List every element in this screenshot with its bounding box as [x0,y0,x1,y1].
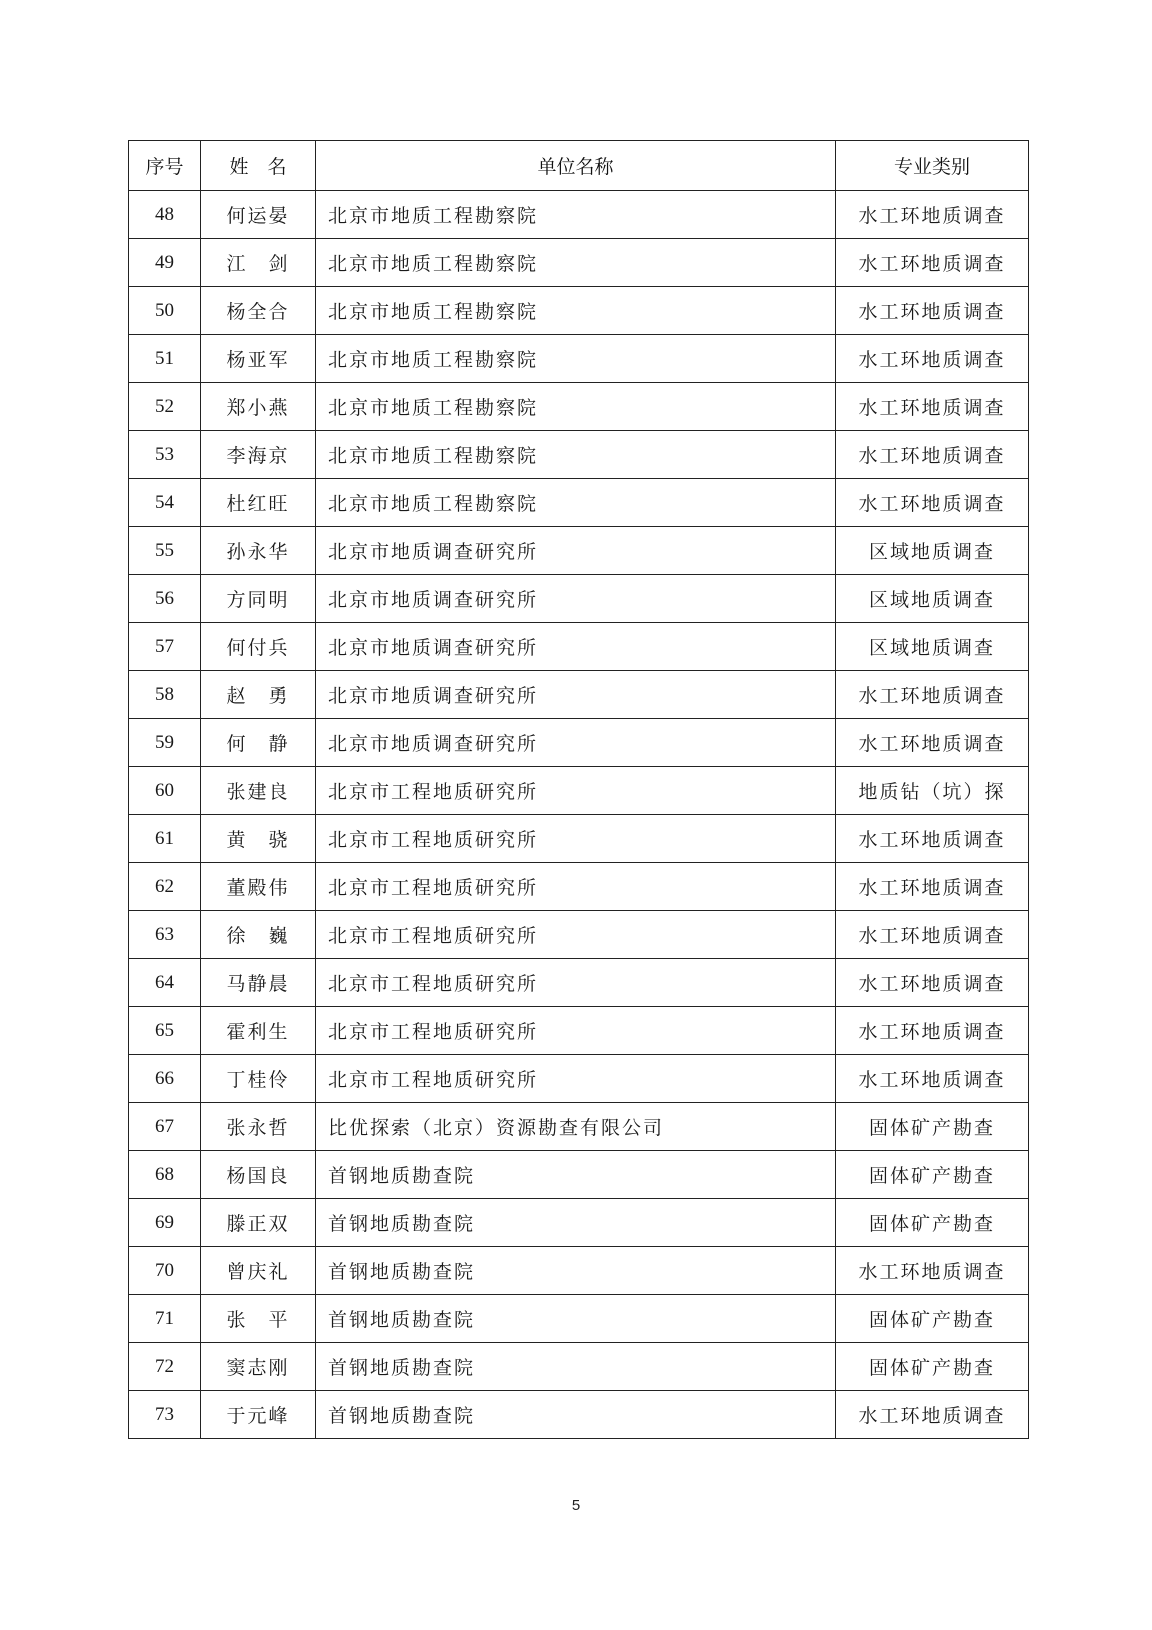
row-unit-name: 北京市工程地质研究所 [316,1055,836,1103]
row-unit-name: 北京市地质调查研究所 [316,527,836,575]
row-person-name: 杨国良 [201,1151,316,1199]
table-row [129,479,1029,527]
page-number: 5 [571,1497,581,1514]
row-person-name: 何付兵 [201,623,316,671]
row-serial-number: 57 [129,623,201,671]
row-unit-name: 首钢地质勘查院 [316,1391,836,1439]
row-person-name: 赵 勇 [201,671,316,719]
row-serial-number: 50 [129,287,201,335]
row-unit-name: 北京市地质工程勘察院 [316,287,836,335]
row-category: 水工环地质调查 [836,863,1029,911]
row-serial-number: 54 [129,479,201,527]
row-category: 水工环地质调查 [836,815,1029,863]
row-unit-name: 北京市工程地质研究所 [316,815,836,863]
row-person-name: 徐 巍 [201,911,316,959]
table-row [129,575,1029,623]
row-serial-number: 72 [129,1343,201,1391]
row-person-name: 杜红旺 [201,479,316,527]
row-person-name: 马静晨 [201,959,316,1007]
header-category: 专业类别 [836,141,1029,191]
header-serial-number: 序号 [129,141,201,191]
table-row [129,1343,1029,1391]
row-category: 水工环地质调查 [836,335,1029,383]
row-category: 水工环地质调查 [836,287,1029,335]
row-category: 水工环地质调查 [836,431,1029,479]
row-person-name: 董殿伟 [201,863,316,911]
table-row [129,1007,1029,1055]
row-unit-name: 北京市地质调查研究所 [316,623,836,671]
row-unit-name: 比优探索（北京）资源勘查有限公司 [316,1103,836,1151]
table-row [129,287,1029,335]
row-person-name: 张永哲 [201,1103,316,1151]
row-category: 地质钻（坑）探 [836,767,1029,815]
row-person-name: 张建良 [201,767,316,815]
row-person-name: 杨亚军 [201,335,316,383]
row-category: 固体矿产勘查 [836,1343,1029,1391]
table-body [129,191,1029,1439]
table-row [129,767,1029,815]
row-person-name: 黄 骁 [201,815,316,863]
header-name: 姓 名 [201,141,316,191]
row-category: 固体矿产勘查 [836,1199,1029,1247]
row-category: 水工环地质调查 [836,911,1029,959]
row-unit-name: 北京市地质调查研究所 [316,671,836,719]
row-category: 固体矿产勘查 [836,1151,1029,1199]
personnel-table [128,140,1029,1439]
row-serial-number: 51 [129,335,201,383]
row-person-name: 何运晏 [201,191,316,239]
row-person-name: 丁桂伶 [201,1055,316,1103]
row-person-name: 李海京 [201,431,316,479]
row-category: 水工环地质调查 [836,191,1029,239]
row-serial-number: 60 [129,767,201,815]
table-row [129,1199,1029,1247]
row-category: 区域地质调查 [836,575,1029,623]
row-unit-name: 首钢地质勘查院 [316,1151,836,1199]
row-category: 水工环地质调查 [836,959,1029,1007]
table-row [129,383,1029,431]
row-unit-name: 北京市地质调查研究所 [316,719,836,767]
row-category: 水工环地质调查 [836,671,1029,719]
table-row [129,335,1029,383]
row-serial-number: 49 [129,239,201,287]
row-serial-number: 69 [129,1199,201,1247]
table-row [129,623,1029,671]
row-person-name: 杨全合 [201,287,316,335]
row-unit-name: 北京市地质工程勘察院 [316,479,836,527]
row-unit-name: 首钢地质勘查院 [316,1247,836,1295]
header-unit-name: 单位名称 [316,141,836,191]
row-unit-name: 北京市地质工程勘察院 [316,191,836,239]
row-serial-number: 62 [129,863,201,911]
row-serial-number: 63 [129,911,201,959]
row-unit-name: 北京市工程地质研究所 [316,959,836,1007]
table-row [129,863,1029,911]
table-row [129,1247,1029,1295]
row-serial-number: 53 [129,431,201,479]
row-person-name: 窦志刚 [201,1343,316,1391]
row-person-name: 孙永华 [201,527,316,575]
table-row [129,1103,1029,1151]
row-person-name: 霍利生 [201,1007,316,1055]
table-header-row [129,141,1029,191]
table-row [129,191,1029,239]
row-category: 水工环地质调查 [836,1055,1029,1103]
row-unit-name: 首钢地质勘查院 [316,1343,836,1391]
row-category: 固体矿产勘查 [836,1295,1029,1343]
row-person-name: 郑小燕 [201,383,316,431]
row-category: 区域地质调查 [836,623,1029,671]
row-serial-number: 68 [129,1151,201,1199]
row-unit-name: 北京市地质工程勘察院 [316,335,836,383]
row-serial-number: 71 [129,1295,201,1343]
row-serial-number: 48 [129,191,201,239]
row-category: 水工环地质调查 [836,383,1029,431]
row-serial-number: 66 [129,1055,201,1103]
table-row [129,1151,1029,1199]
row-serial-number: 61 [129,815,201,863]
row-person-name: 滕正双 [201,1199,316,1247]
table-row [129,239,1029,287]
table-row [129,1295,1029,1343]
row-unit-name: 北京市工程地质研究所 [316,863,836,911]
table-row [129,815,1029,863]
row-category: 固体矿产勘查 [836,1103,1029,1151]
row-serial-number: 65 [129,1007,201,1055]
row-unit-name: 首钢地质勘查院 [316,1295,836,1343]
table-row [129,959,1029,1007]
row-category: 水工环地质调查 [836,719,1029,767]
table-row [129,527,1029,575]
row-unit-name: 北京市工程地质研究所 [316,911,836,959]
row-category: 水工环地质调查 [836,1247,1029,1295]
row-category: 区域地质调查 [836,527,1029,575]
row-serial-number: 56 [129,575,201,623]
row-serial-number: 59 [129,719,201,767]
row-serial-number: 70 [129,1247,201,1295]
row-unit-name: 北京市地质工程勘察院 [316,383,836,431]
row-serial-number: 58 [129,671,201,719]
table-row [129,911,1029,959]
row-unit-name: 北京市地质调查研究所 [316,575,836,623]
row-unit-name: 北京市工程地质研究所 [316,767,836,815]
row-serial-number: 52 [129,383,201,431]
row-unit-name: 北京市工程地质研究所 [316,1007,836,1055]
row-person-name: 于元峰 [201,1391,316,1439]
table-row [129,431,1029,479]
row-unit-name: 北京市地质工程勘察院 [316,431,836,479]
row-serial-number: 64 [129,959,201,1007]
table-row [129,1391,1029,1439]
row-person-name: 曾庆礼 [201,1247,316,1295]
row-person-name: 何 静 [201,719,316,767]
row-person-name: 方同明 [201,575,316,623]
row-person-name: 张 平 [201,1295,316,1343]
row-category: 水工环地质调查 [836,1391,1029,1439]
row-serial-number: 55 [129,527,201,575]
table-row [129,719,1029,767]
row-category: 水工环地质调查 [836,239,1029,287]
row-serial-number: 73 [129,1391,201,1439]
row-person-name: 江 剑 [201,239,316,287]
row-category: 水工环地质调查 [836,1007,1029,1055]
row-unit-name: 首钢地质勘查院 [316,1199,836,1247]
table-row [129,1055,1029,1103]
row-category: 水工环地质调查 [836,479,1029,527]
row-serial-number: 67 [129,1103,201,1151]
row-unit-name: 北京市地质工程勘察院 [316,239,836,287]
table-row [129,671,1029,719]
